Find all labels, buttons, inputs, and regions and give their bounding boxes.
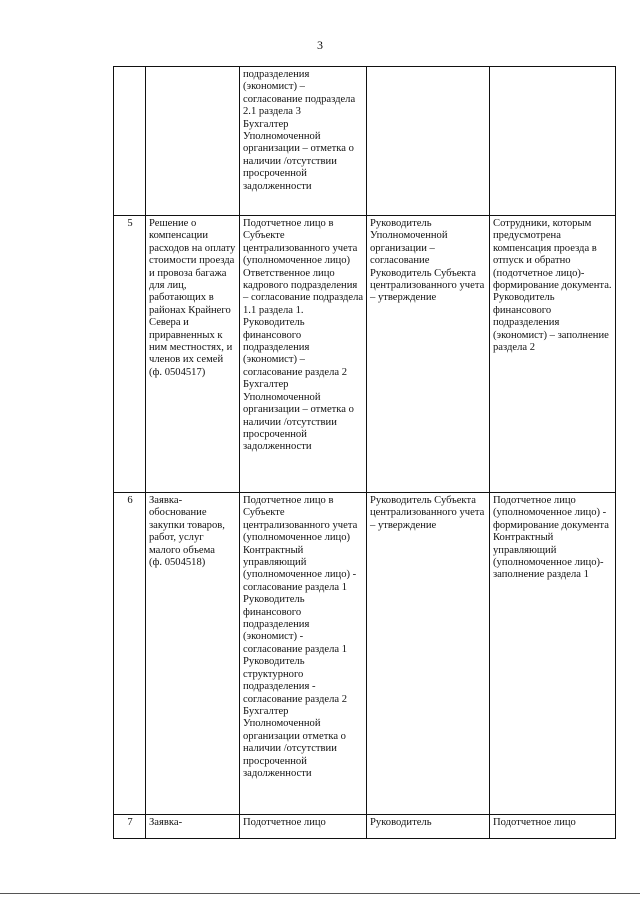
table-row <box>114 67 616 216</box>
approver-cell: Руководитель Уполномоченной организации – согласование Руководитель Субъекта централизованного учета – утверждение <box>367 216 490 493</box>
filler-cell: Подотчетное лицо (уполномоченное лицо) - формирование документа Контрактный управляющий (уполномоченное лицо)- заполнение раздела 1 <box>490 493 616 815</box>
row-number-cell: 7 <box>114 815 146 839</box>
page-number: 3 <box>317 38 323 52</box>
approver-cell: Руководитель <box>367 815 490 839</box>
table-row <box>114 493 616 815</box>
table-row <box>114 216 616 493</box>
row-number-cell: 6 <box>114 493 146 815</box>
creator-cell: подразделения (экономист) – согласование подраздела 2.1 раздела 3 Бухгалтер Уполномоченной организации – отметка о наличии /отсутствии просроченной задолженности <box>240 67 367 216</box>
approver-cell: Руководитель Субъекта централизованного учета – утверждение <box>367 493 490 815</box>
filler-cell: Сотрудники, которым предусмотрена компенсация проезда в отпуск и обратно (подотчетное лицо)- формирование документа. Руководитель финансового подразделения (экономист) – заполнение раздела 2 <box>490 216 616 493</box>
page-bottom-divider <box>0 893 640 894</box>
creator-cell: Подотчетное лицо в Субъекте централизованного учета (уполномоченное лицо) Ответственное лицо кадрового подразделения – согласование подраздела 1.1 раздела 1. Руководитель финансового подразделения (экономист) – согласование раздела 2 Бухгалтер Уполномоченной организации – отметка о наличии /отсутствии просроченной задолженности <box>240 216 367 493</box>
document-name-cell: Решение о компенсации расходов на оплату стоимости проезда и провоза багажа для лиц, работающих в районах Крайнего Севера и приравненных к ним местностях, и членов их семей (ф. 0504517) <box>146 216 240 493</box>
document-name-cell <box>146 67 240 216</box>
approver-cell <box>367 67 490 216</box>
creator-cell: Подотчетное лицо в Субъекте централизованного учета (уполномоченное лицо) Контрактный управляющий (уполномоченное лицо) - согласование раздела 1 Руководитель финансового подразделения (экономист) - согласование раздела 1 Руководитель структурного подразделения - согласование раздела 2 Бухгалтер Уполномоченной организации отметка о наличии /отсутствии просроченной задолженности <box>240 493 367 815</box>
filler-cell <box>490 67 616 216</box>
document-table <box>113 66 616 839</box>
row-number-cell <box>114 67 146 216</box>
document-name-cell: Заявка-обоснование закупки товаров, работ, услуг малого объема (ф. 0504518) <box>146 493 240 815</box>
creator-cell: Подотчетное лицо <box>240 815 367 839</box>
table-row <box>114 815 616 839</box>
filler-cell: Подотчетное лицо <box>490 815 616 839</box>
row-number-cell: 5 <box>114 216 146 493</box>
document-name-cell: Заявка- <box>146 815 240 839</box>
